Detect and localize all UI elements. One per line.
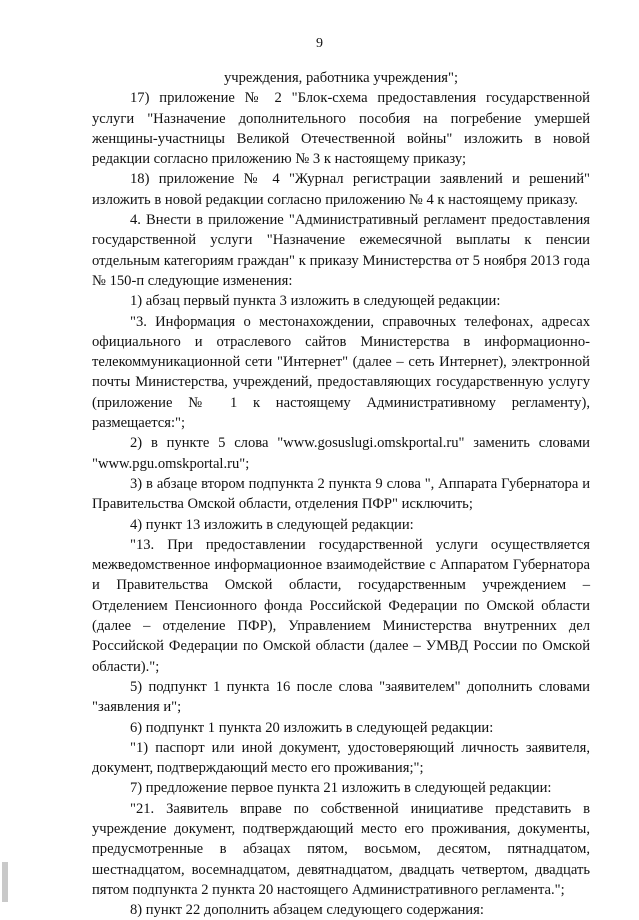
paragraph-quote-1: "1) паспорт или иной документ, удостоверяющий личность заявителя, документ, подтверждающий место его проживания;"; — [92, 739, 590, 777]
paragraph-section-4: 4. Внести в приложение "Административный регламент предоставления государственной услуги "Назначение ежемесячной выплаты к пенсии отдельным категориям граждан" к приказу Министерства от 5 ноября 2013 года № 150-п следующие изменения: — [92, 212, 590, 289]
paragraph-sub-6: 6) подпункт 1 пункта 20 изложить в следующей редакции: — [130, 719, 494, 736]
paragraph-quote-3: "3. Информация о местонахождении, справочных телефонах, адресах официального и отраслевого сайтов Министерства в информационно-телекоммуникационной сети "Интернет" (далее – сеть Интернет), электронной почты Министерства, учреждений, предоставляющих государственную услугу (приложение № 1 к настоящему Административному регламенту), размещается:"; — [92, 313, 590, 432]
paragraph-quote-13: "13. При предоставлении государственной услуги осуществляется межведомственное информационное взаимодействие с Аппаратом Губернатора и Правительства Омской области, государственным учреждением – Отделением Пенсионного фонда Российской Федерации по Омской области (далее – отделение ПФР), Управлением Министерства внутренних дел Российской Федерации по Омской области (далее – УМВД России по Омской области)."; — [92, 536, 590, 675]
paragraph-sub-2: 2) в пункте 5 слова "www.gosuslugi.omskportal.ru" заменить словами "www.pgu.omskportal.ru"; — [92, 435, 590, 472]
paragraph-sub-7: 7) предложение первое пункта 21 изложить в следующей редакции: — [130, 780, 552, 797]
paragraph-sub-3: 3) в абзаце втором подпункта 2 пункта 9 слова ", Аппарата Губернатора и Правительства Омской области, отделения ПФР" исключить; — [92, 475, 590, 513]
scan-edge-mark — [2, 862, 8, 902]
paragraph-sub-8: 8) пункт 22 дополнить абзацем следующего содержания: — [130, 902, 484, 919]
paragraph-sub-4: 4) пункт 13 изложить в следующей редакции: — [130, 516, 414, 533]
page-number: 9 — [316, 36, 323, 51]
paragraph-continuation: учреждения, работника учреждения"; — [223, 70, 459, 86]
paragraph-item-18: 18) приложение № 4 "Журнал регистрации заявлений и решений" изложить в новой редакции согласно приложению № 4 к настоящему приказу. — [92, 171, 590, 208]
paragraph-sub-5: 5) подпункт 1 пункта 16 после слова "заявителем" дополнить словами "заявления и"; — [92, 678, 590, 716]
paragraph-item-17: 17) приложение № 2 "Блок-схема предоставления государственной услуги "Назначение дополнительного пособия на погребение умершей женщины-участницы Великой Отечественной войны" изложить в новой редакции согласно приложению № 3 к настоящему приказу; — [92, 90, 590, 168]
document-body — [92, 68, 590, 920]
paragraph-sub-1: 1) абзац первый пункта 3 изложить в следующей редакции: — [130, 293, 501, 310]
paragraph-quote-21: "21. Заявитель вправе по собственной инициативе представить в учреждение документ, подтверждающий место его проживания, документы, предусмотренные в абзацах пятом, восьмом, десятом, пятнадцатом, шестнадцатом, восемнадцатом, девятнадцатом, двадцать четвертом, двадцать пятом подпункта 2 пункта 20 настоящего Административного регламента."; — [92, 800, 590, 898]
